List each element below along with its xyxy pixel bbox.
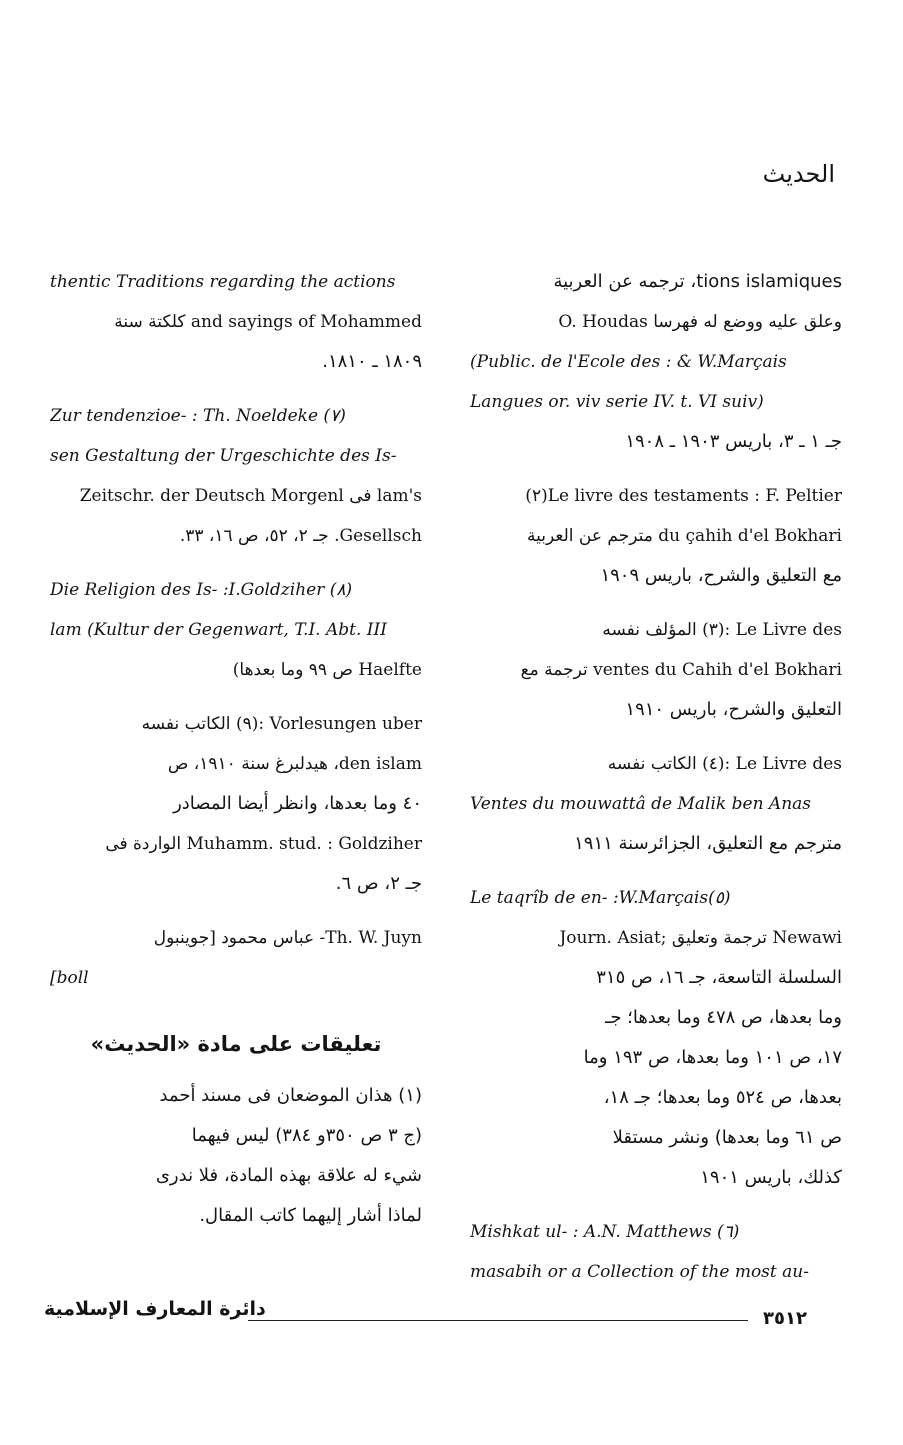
text-line: لماذا أشار إليهما كاتب المقال. [199,1205,422,1226]
paragraph-gap [50,556,422,570]
right-column [470,262,842,1292]
text-line: Mishkat ul- : A.N. Matthews (٦) [470,1222,740,1242]
text-line: ٤٠ وما بعدها، وانظر أيضا المصادر [173,793,422,814]
text-line: thentic Traditions regarding the actions [50,272,396,292]
left-column [50,262,422,1236]
text-line: lam's فى Zeitschr. der Deutsch Morgenl [79,486,422,506]
text-line: Gesellsch. جـ ٢، ٥٢، ص ١٦، ٣٣. [179,526,422,546]
text-line: ١٨٠٩ ـ ١٨١٠. [322,351,422,372]
text-line: بعدها، ص ٥٢٤ وما بعدها؛ جـ ١٨، [603,1087,842,1108]
text-line: وما بعدها، ص ٤٧٨ وما بعدها؛ جـ [605,1007,842,1028]
text-line: Le livre des testaments : F. Peltier(٢) [525,486,842,506]
text-line: Le taqrîb de en- :W.Marçais(٥) [470,888,731,908]
text-line: Th. W. Juyn- عباس محمود [جوينبول [153,928,422,948]
text-line: ventes du Cahih d'el Bokhari ترجمة مع [520,660,842,680]
text-line: [boll [50,968,89,988]
publication-title: دائرة المعارف الإسلامية [44,1298,266,1320]
footer-rule [248,1320,748,1321]
text-line: Muhamm. stud. : Goldziher الواردة فى [105,834,422,854]
text-line: tions islamiques، ترجمه عن العربية [553,271,842,292]
paragraph-gap [50,382,422,396]
text-line: (Public. de l'Ecole des : & W.Marçais [470,352,787,372]
text-line: مع التعليق والشرح، باريس ١٩٠٩ [600,565,842,586]
text-line: den islam، هيدلبرغ سنة ١٩١٠، ص [167,754,422,774]
text-line: Le Livre des :(٣) المؤلف نفسه [602,620,842,640]
text-line: du çahih d'el Bokhari مترجم عن العربية [527,526,842,546]
text-line: Vorlesungen uber :(٩) الكاتب نفسه [141,714,422,734]
paragraph-gap [470,864,842,878]
text-line: (١) هذان الموضعان فى مسند أحمد [159,1085,422,1106]
page-number: ٣٥١٢ [763,1308,807,1329]
text-line: (ج ٣ ص ٣٥٠و ٣٨٤) ليس فيهما [191,1125,422,1146]
paragraph-gap [50,690,422,704]
text-line: Le Livre des :(٤) الكاتب نفسه [607,754,842,774]
text-line: التعليق والشرح، باريس ١٩١٠ [625,699,842,720]
paragraph-gap [50,998,422,1012]
text-line: and sayings of Mohammed كلكتة سنة [114,312,422,332]
text-line: ١٧، ص ١٠١ وما بعدها، ص ١٩٣ وما [583,1047,842,1068]
text-line: شيء له علاقة بهذه المادة، فلا ندرى [155,1165,422,1186]
text-line: Langues or. viv serie IV. t. VI suiv) [470,392,764,412]
text-line: مترجم مع التعليق، الجزائرسنة ١٩١١ [574,833,842,854]
paragraph-gap [50,904,422,918]
text-line: lam (Kultur der Gegenwart, T.I. Abt. III [50,620,387,640]
paragraph-gap [470,730,842,744]
text-line: Newawi ترجمة وتعليق ;Journ. Asiat [559,928,842,948]
text-line: كذلك، باريس ١٩٠١ [700,1167,842,1188]
paragraph-gap [470,596,842,610]
text-line: وعلق عليه ووضع له فهرسا O. Houdas [558,312,842,332]
text-line: السلسلة التاسعة، جـ ١٦، ص ٣١٥ [596,967,842,988]
text-line: Die Religion des Is- :I.Goldziher (٨) [50,580,353,600]
text-line: Ventes du mouwattâ de Malik ben Anas [470,794,812,814]
text-line: جـ ١ ـ ٣، باريس ١٩٠٣ ـ ١٩٠٨ [625,431,842,452]
text-line: Zur tendenzioe- : Th. Noeldeke (٧) [50,406,346,426]
paragraph-gap [470,462,842,476]
text-line: جـ ٢، ص ٦. [335,873,422,894]
running-head: الحديث [762,160,835,188]
paragraph-gap [470,1198,842,1212]
text-line: Haelfte ص ٩٩ وما بعدها) [232,660,422,680]
text-line: ص ٦١ وما بعدها) ونشر مستقلا [612,1127,842,1148]
section-heading: تعليقات على مادة «الحديث» [90,1032,382,1056]
text-line: sen Gestaltung der Urgeschichte des Is- [50,446,397,466]
text-line: masabih or a Collection of the most au- [470,1262,809,1282]
